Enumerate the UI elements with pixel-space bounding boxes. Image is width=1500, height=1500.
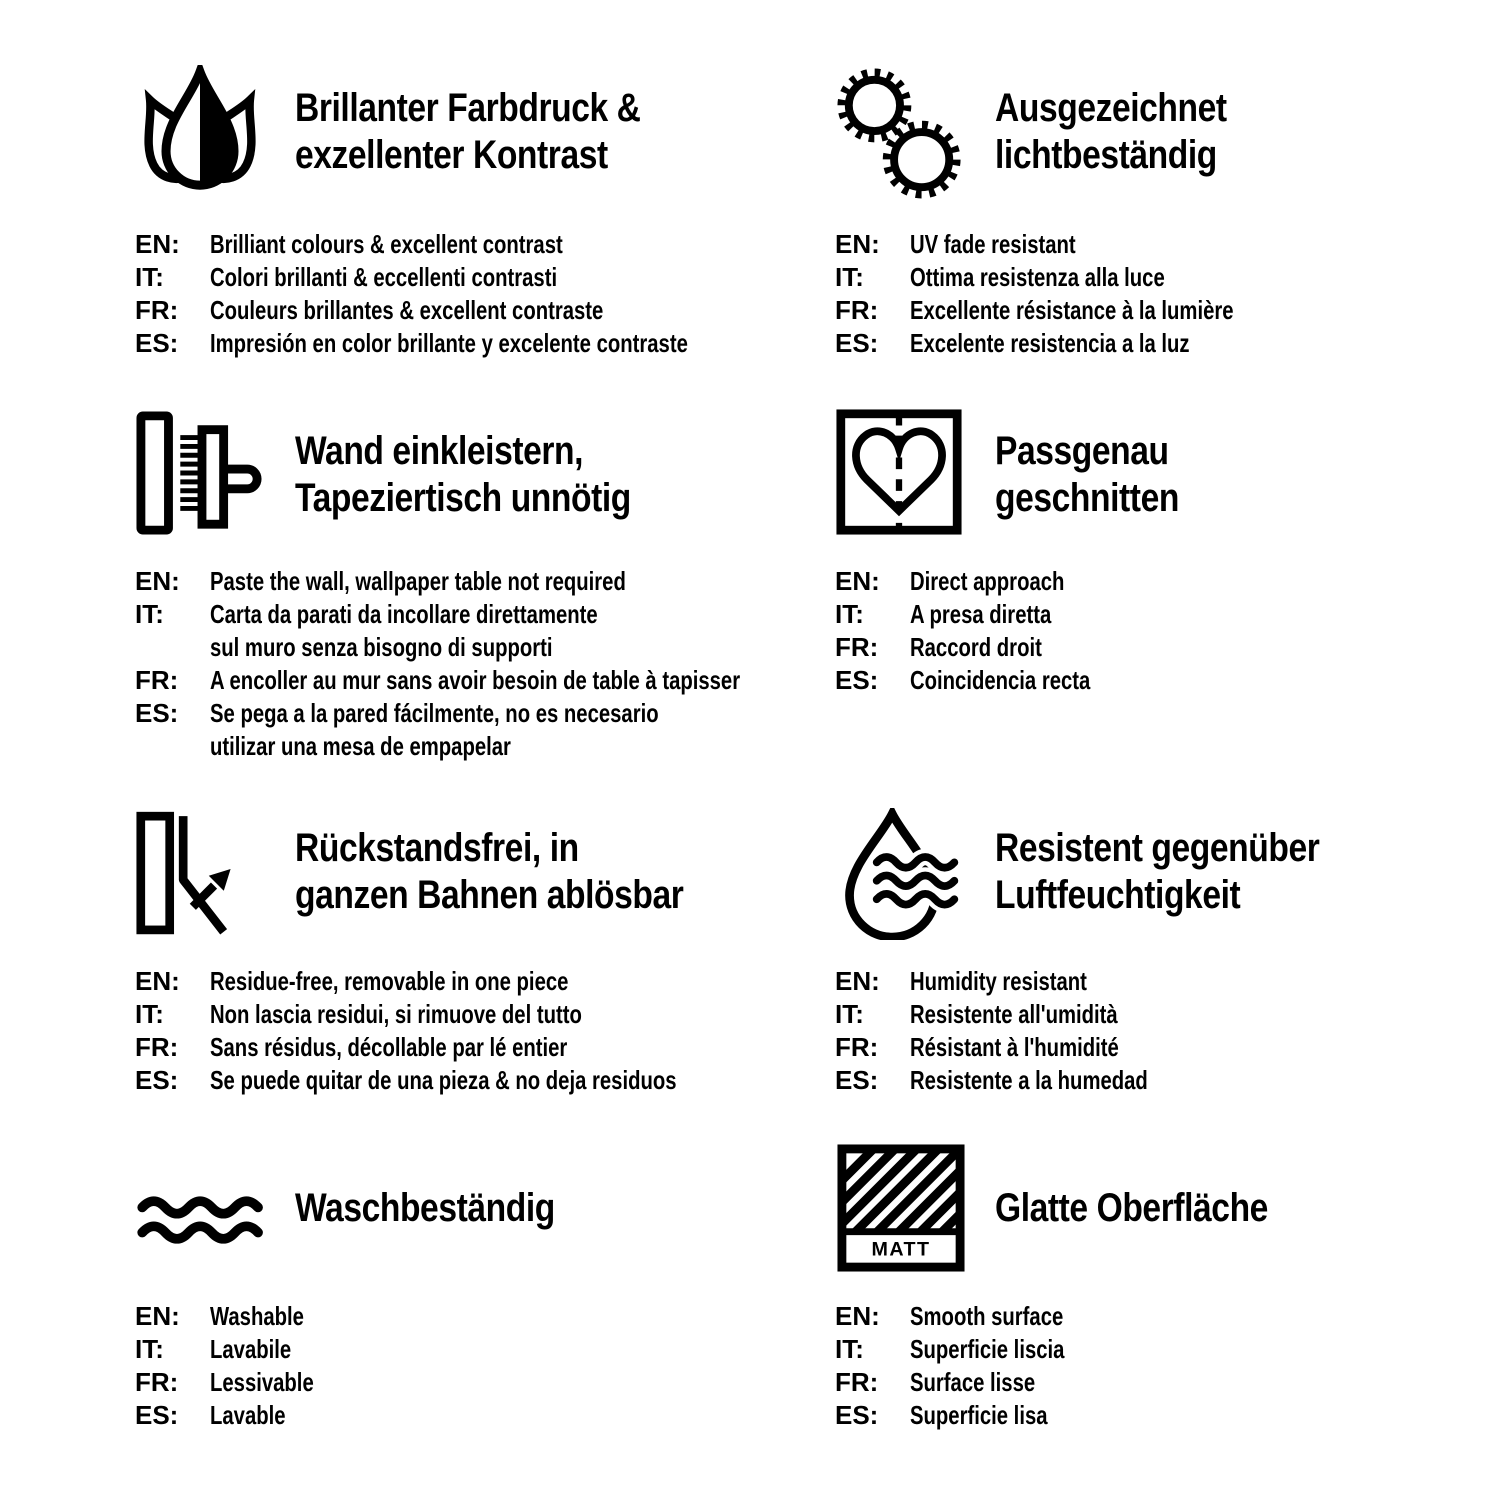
translation-text [910,965,1500,998]
translation-line: Couleurs brillantes & excellent contraste [210,295,604,325]
feature-title-line: Tapeziertisch unnötig [295,476,631,520]
translation-line: Direct approach [910,566,1065,596]
translation-text [910,598,1500,631]
language-label: EN: [135,229,180,259]
translation-text [210,1031,800,1064]
translation-line: Brilliant colours & excellent contrast [210,229,563,259]
waves-icon [135,1192,273,1248]
translation-row [135,1031,800,1064]
paste-brush-icon [135,408,265,538]
feature-title [995,1185,1500,1232]
translation-row [135,565,800,598]
translation-line: Se puede quitar de una pieza & no deja residuos [210,1065,677,1095]
translation-text [210,1300,800,1333]
language-label: ES: [835,665,879,695]
translation-line: Residue-free, removable in one piece [210,966,569,996]
translation-line: Lessivable [210,1367,314,1397]
translation-row [835,664,1500,697]
feature-section [835,428,1500,695]
translation-line: Coincidencia recta [910,665,1091,695]
language-label: FR: [835,295,879,325]
translation-text [910,294,1500,327]
translation-text [210,294,800,327]
humidity-drop-icon [835,808,965,940]
translation-text [910,261,1500,294]
feature-title [295,85,800,179]
feature-title-line: Brillanter Farbdruck & [295,86,641,130]
translation-row [835,294,1500,327]
color-drops-icon [135,65,265,199]
humidity-drop-icon [835,808,965,940]
feature-title-line: lichtbeständig [995,133,1217,177]
translation-row [835,1333,1500,1366]
translation-line: Smooth surface [910,1301,1064,1331]
feature-title-line: Passgenau [995,429,1169,473]
feature-title [995,825,1500,919]
translation-line: Lavabile [210,1334,292,1364]
matt-surface-icon [835,1143,967,1273]
feature-section [135,85,800,358]
translation-text [910,1333,1500,1366]
translation-text [910,998,1500,1031]
translation-text [910,664,1500,697]
translation-line: Se pega a la pared fácilmente, no es necesario [210,698,659,728]
language-label: ES: [835,328,879,358]
language-label: FR: [135,295,179,325]
translation-text [910,631,1500,664]
translation-text [210,998,800,1031]
translation-line: Resistente all'umidità [910,999,1118,1029]
feature-title-line: Glatte Oberfläche [995,1186,1268,1230]
uv-suns-icon [835,66,965,200]
translation-row [835,998,1500,1031]
language-label: IT: [135,1334,164,1364]
translation-row [135,327,800,360]
translation-list [835,1300,1500,1432]
language-label: IT: [835,999,864,1029]
language-label: FR: [135,1032,179,1062]
language-label: ES: [135,698,179,728]
translation-line: Washable [210,1301,304,1331]
translation-text [210,327,800,360]
translation-row [835,1366,1500,1399]
translation-text [210,1366,800,1399]
translation-row [135,1300,800,1333]
translation-text [210,1399,800,1432]
language-label: FR: [135,1367,179,1397]
translation-list [135,1300,800,1432]
language-label: EN: [835,566,880,596]
translation-row [135,294,800,327]
translation-list [835,565,1500,697]
translation-row [135,261,800,294]
translation-line: Surface lisse [910,1367,1036,1397]
translation-line: sul muro senza bisogno di supporti [210,632,553,662]
language-label: EN: [835,229,880,259]
translation-line: UV fade resistant [910,229,1076,259]
translation-text [210,1064,800,1097]
translation-line: Carta da parati da incollare direttamente [210,599,598,629]
feature-section [135,428,800,761]
translation-list [835,228,1500,360]
feature-title [295,428,800,522]
translation-row [835,261,1500,294]
language-label: IT: [835,1334,864,1364]
feature-title [995,428,1500,522]
feature-title-line: geschnitten [995,476,1179,520]
translation-row [835,327,1500,360]
translation-row [135,664,800,697]
translation-text [210,228,800,261]
language-label: EN: [135,1301,180,1331]
translation-line: utilizar una mesa de empapelar [210,731,511,761]
language-label: FR: [135,665,179,695]
color-drops-icon [135,65,265,199]
translation-row [135,998,800,1031]
language-label: FR: [835,1032,879,1062]
translation-text [210,261,800,294]
feature-title-line: Wand einkleistern, [295,429,584,473]
feature-section [835,1185,1500,1430]
translation-row [835,598,1500,631]
translation-row [835,965,1500,998]
translation-row [835,1300,1500,1333]
feature-title [295,825,800,919]
heart-cut-icon [835,408,963,536]
translation-row [135,1399,800,1432]
translation-text [210,664,800,697]
translation-line: Impresión en color brillante y excelente contraste [210,328,688,358]
translation-line: Excellente résistance à la lumière [910,295,1234,325]
feature-title-line: Luftfeuchtigkeit [995,873,1241,917]
translation-line: Paste the wall, wallpaper table not required [210,566,626,596]
feature-title-line: Rückstandsfrei, in [295,826,579,870]
feature-title-line: ganzen Bahnen ablösbar [295,873,684,917]
heart-cut-icon [835,408,963,536]
language-label: ES: [135,1065,179,1095]
translation-row [135,965,800,998]
translation-row [835,1399,1500,1432]
paste-brush-icon [135,408,265,538]
waves-icon [135,1192,273,1248]
language-label: FR: [835,632,879,662]
translation-line: Superficie liscia [910,1334,1065,1364]
translation-list [135,965,800,1097]
translation-row [135,228,800,261]
language-label: EN: [835,1301,880,1331]
language-label: IT: [835,262,864,292]
translation-text [910,565,1500,598]
translation-text [210,598,800,664]
translation-row [135,598,800,664]
matt-label: MATT [871,1238,931,1261]
translation-row [835,1031,1500,1064]
translation-row [835,228,1500,261]
language-label: ES: [135,1400,179,1430]
translation-text [210,697,800,763]
language-label: FR: [835,1367,879,1397]
feature-section [135,825,800,1095]
translation-text [910,1300,1500,1333]
feature-title-line: Resistent gegenüber [995,826,1320,870]
translation-line: Humidity resistant [910,966,1087,996]
translation-text [910,1031,1500,1064]
translation-text [910,327,1500,360]
translation-row [835,1064,1500,1097]
translation-line: Raccord droit [910,632,1042,662]
translation-line: Resistente a la humedad [910,1065,1148,1095]
language-label: ES: [835,1400,879,1430]
translation-row [135,1366,800,1399]
translation-list [835,965,1500,1097]
uv-suns-icon [835,66,965,200]
language-label: EN: [135,966,180,996]
translation-line: A presa diretta [910,599,1052,629]
language-label: ES: [135,328,179,358]
translation-text [210,565,800,598]
feature-section [835,825,1500,1095]
translation-text [910,1366,1500,1399]
translation-line: Colori brillanti & eccellenti contrasti [210,262,558,292]
feature-title-line: exzellenter Kontrast [295,133,608,177]
matt-surface-icon [835,1143,967,1273]
translation-line: Lavable [210,1400,286,1430]
translation-row [835,631,1500,664]
translation-row [835,565,1500,598]
feature-title-line: Ausgezeichnet [995,86,1227,130]
translation-line: Sans résidus, décollable par lé entier [210,1032,568,1062]
translation-list [135,565,800,763]
language-label: IT: [135,599,164,629]
language-label: EN: [835,966,880,996]
translation-text [210,1333,800,1366]
feature-title-line: Waschbeständig [295,1186,555,1230]
language-label: IT: [135,262,164,292]
translation-row [135,1064,800,1097]
translation-text [910,228,1500,261]
translation-line: Ottima resistenza alla luce [910,262,1165,292]
feature-section [135,1185,800,1430]
translation-row [135,697,800,763]
feature-section [835,85,1500,358]
translation-text [210,965,800,998]
peel-off-icon [135,810,241,938]
translation-row [135,1333,800,1366]
translation-text [910,1064,1500,1097]
translation-list [135,228,800,360]
language-label: ES: [835,1065,879,1095]
language-label: IT: [135,999,164,1029]
feature-title [295,1185,800,1232]
translation-line: Non lascia residui, si rimuove del tutto [210,999,582,1029]
language-label: IT: [835,599,864,629]
translation-line: A encoller au mur sans avoir besoin de table à tapisser [210,665,741,695]
translation-text [910,1399,1500,1432]
feature-title [995,85,1500,179]
translation-line: Superficie lisa [910,1400,1048,1430]
language-label: EN: [135,566,180,596]
translation-line: Excelente resistencia a la luz [910,328,1190,358]
peel-off-icon [135,810,241,938]
translation-line: Résistant à l'humidité [910,1032,1119,1062]
